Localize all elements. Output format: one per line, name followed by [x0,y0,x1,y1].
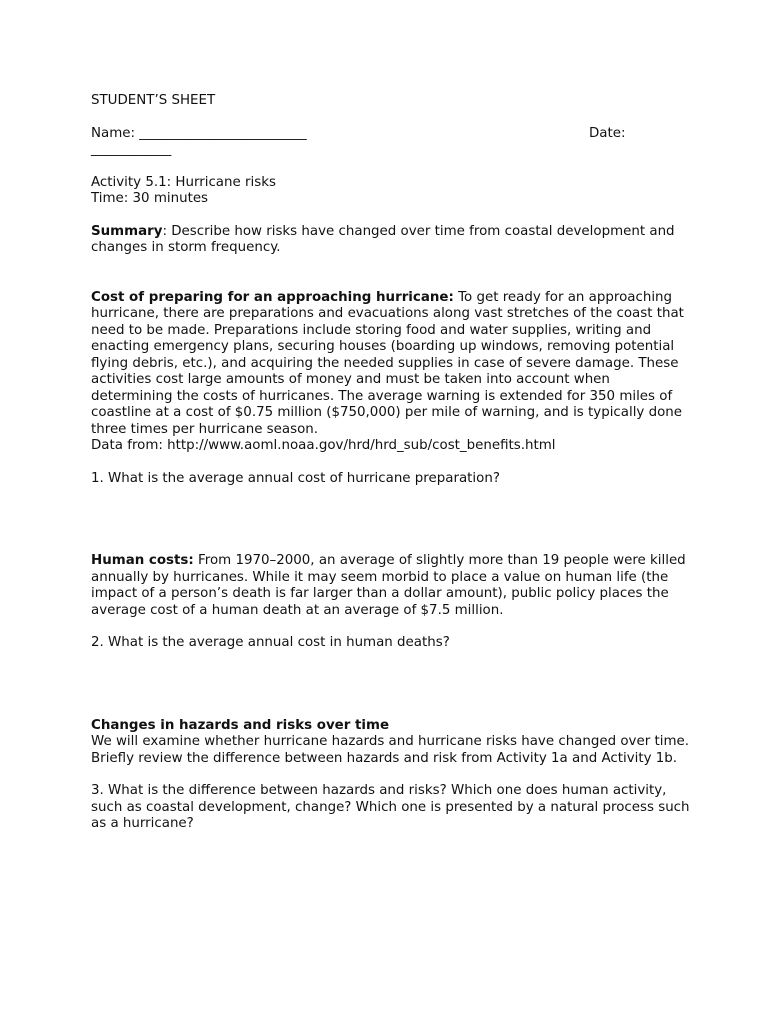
changes-heading [91,718,691,735]
changes-text: We will examine whether hurricane hazards and hurricane risks have changed over time. Briefly review the difference between hazards and risk from Activity 1a and Activity 1b. [91,734,689,766]
question-3: 3. What is the difference between hazards and risks? Which one does human activity, such as coastal development, change? Which one is presented by a natural process such as a hurricane? [91,783,690,831]
name-line: Name: _________________________ [91,125,307,141]
cost-preparing-heading: Cost of preparing for an approaching hurricane: [91,289,454,305]
date-label: Date: [589,125,626,141]
human-costs-text: From 1970–2000, an average of slightly more than 19 people were killed annually by hurricanes. While it may seem morbid to place a value on human life (the impact of a person’s death is far larger than a dollar amount), public policy places the average cost of a human death at an average of $7.5 million. [91,553,686,618]
date-line: ____________ [91,142,172,157]
summary-text: : Describe how risks have changed over time from coastal development and changes in storm frequency. [91,223,675,255]
cost-preparing-text: To get ready for an approaching hurricane, there are preparations and evacuations along vast stretches of the coast that need to be made. Preparations include storing food and water supplies, writing and enacting emergency plans, securing houses (boarding up windows, removing potential flying debris, etc.), and acquiring the needed supplies in case of severe damage. These activities cost large amounts of money and must be taken into account when determining the costs of hurricanes. The average warning is extended for 350 miles of coastline at a cost of $0.75 million ($750,000) per mile of warning, and is typically done three times per hurricane season. [91,289,684,437]
question-2: 2. What is the average annual cost in human deaths? [91,635,450,650]
changes-heading-text: Changes in hazards and risks over time [91,717,390,733]
summary-paragraph [91,224,691,257]
human-costs-heading: Human costs: [91,553,194,568]
cost-preparing-paragraph [91,290,691,439]
sheet-title: STUDENT’S SHEET [91,93,216,108]
name-date-row [91,126,691,143]
activity-time: Time: 30 minutes [91,191,209,206]
question-1: 1. What is the average annual cost of hurricane preparation? [91,470,500,486]
worksheet-page [91,93,691,833]
activity-title: Activity 5.1: Hurricane risks [91,174,276,190]
human-costs-paragraph [91,553,691,619]
data-source: Data from: http://www.aoml.noaa.gov/hrd/hrd_sub/cost_benefits.html [91,438,556,453]
summary-label: Summary [91,223,163,239]
